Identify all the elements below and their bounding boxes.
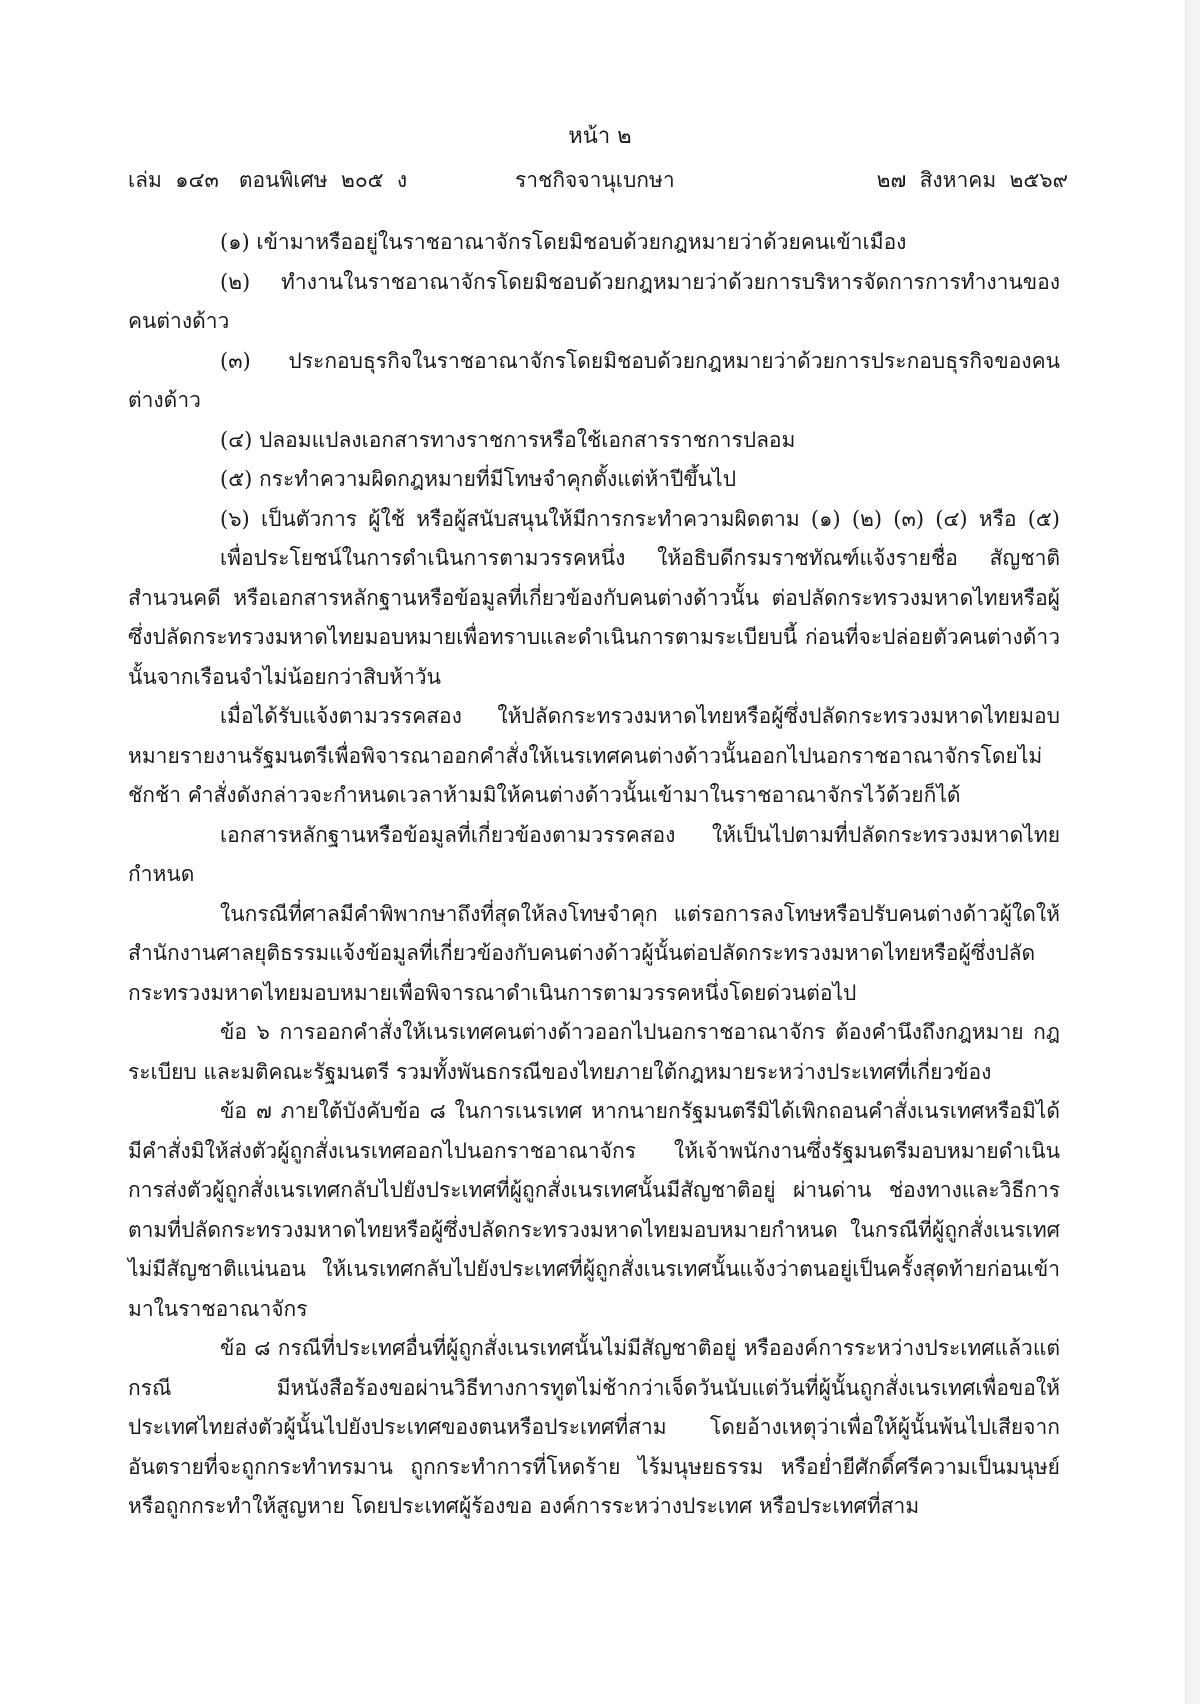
document-body	[128, 223, 1060, 1527]
paragraph-report: เมื่อได้รับแจ้งตามวรรคสอง ให้ปลัดกระทรวงมหาดไทยหรือผู้ซึ่งปลัดกระทรวงมหาดไทยมอบหมายรายงานรัฐมนตรีเพื่อพิจารณาออกคำสั่งให้เนรเทศคนต่างด้าวนั้นออกไปนอกราชอาณาจักรโดยไม่ชักช้า คำสั่งดังกล่าวจะกำหนดเวลาห้ามมิให้คนต่างด้าวนั้นเข้ามาในราชอาณาจักรไว้ด้วยก็ได้	[128, 704, 1060, 807]
article-8: ข้อ ๘ กรณีที่ประเทศอื่นที่ผู้ถูกสั่งเนรเทศนั้นไม่มีสัญชาติอยู่ หรือองค์การระหว่างประเทศแล้วแต่กรณี มีหนังสือร้องขอผ่านวิธีทางการทูตไม่ช้ากว่าเจ็ดวันนับแต่วันที่ผู้นั้นถูกสั่งเนรเทศเพื่อขอให้ประเทศไทยส่งตัวผู้นั้นไปยังประเทศของตนหรือประเทศที่สาม โดยอ้างเหตุว่าเพื่อให้ผู้นั้นพ้นไปเสียจากอันตรายที่จะถูกกระทำทรมาน ถูกกระทำการที่โหดร้าย ไร้มนุษยธรรม หรือย่ำยีศักดิ์ศรีความเป็นมนุษย์หรือถูกกระทำให้สูญหาย โดยประเทศผู้ร้องขอ องค์การระหว่างประเทศ หรือประเทศที่สาม	[128, 1336, 1060, 1518]
clause-item-6: (๖) เป็นตัวการ ผู้ใช้ หรือผู้สนับสนุนให้มีการกระทำความผิดตาม (๑) (๒) (๓) (๔) หรือ (๕)	[220, 506, 1060, 531]
clause-item-3: (๓) ประกอบธุรกิจในราชอาณาจักรโดยมิชอบด้วยกฎหมายว่าด้วยการประกอบธุรกิจของคนต่างด้าว	[128, 348, 1060, 412]
article-7: ข้อ ๗ ภายใต้บังคับข้อ ๘ ในการเนรเทศ หากนายกรัฐมนตรีมิได้เพิกถอนคำสั่งเนรเทศหรือมิได้มีคำสั่งมิให้ส่งตัวผู้ถูกสั่งเนรเทศออกไปนอกราชอาณาจักร ให้เจ้าพนักงานซึ่งรัฐมนตรีมอบหมายดำเนินการส่งตัวผู้ถูกสั่งเนรเทศกลับไปยังประเทศที่ผู้ถูกสั่งเนรเทศนั้นมีสัญชาติอยู่ ผ่านด่าน ช่องทางและวิธีการตามที่ปลัดกระทรวงมหาดไทยหรือผู้ซึ่งปลัดกระทรวงมหาดไทยมอบหมายกำหนด ในกรณีที่ผู้ถูกสั่งเนรเทศไม่มีสัญชาติแน่นอน ให้เนรเทศกลับไปยังประเทศที่ผู้ถูกสั่งเนรเทศนั้นแจ้งว่าตนอยู่เป็นครั้งสุดท้ายก่อนเข้ามาในราชอาณาจักร	[128, 1099, 1060, 1321]
paragraph-notification: เพื่อประโยชน์ในการดำเนินการตามวรรคหนึ่ง ให้อธิบดีกรมราชทัณฑ์แจ้งรายชื่อ สัญชาติ สำนวนคดี หรือเอกสารหลักฐานหรือข้อมูลที่เกี่ยวข้องกับคนต่างด้าวนั้น ต่อปลัดกระทรวงมหาดไทยหรือผู้ซึ่งปลัดกระทรวงมหาดไทยมอบหมายเพื่อทราบและดำเนินการตามระเบียบนี้ ก่อนที่จะปล่อยตัวคนต่างด้าวนั้นจากเรือนจำไม่น้อยกว่าสิบห้าวัน	[128, 546, 1060, 689]
publication-date: ๒๗ สิงหาคม ๒๕๖๙	[876, 168, 1068, 192]
clause-item-1: (๑) เข้ามาหรืออยู่ในราชอาณาจักรโดยมิชอบด้วยกฎหมายว่าด้วยคนเข้าเมือง	[220, 230, 907, 254]
clause-item-4: (๔) ปลอมแปลงเอกสารทางราชการหรือใช้เอกสารราชการปลอม	[220, 427, 796, 452]
article-6: ข้อ ๖ การออกคำสั่งให้เนรเทศคนต่างด้าวออกไปนอกราชอาณาจักร ต้องคำนึงถึงกฎหมาย กฎระเบียบ และมติคณะรัฐมนตรี รวมทั้งพันธกรณีของไทยภายใต้กฎหมายระหว่างประเทศที่เกี่ยวข้อง	[128, 1020, 1060, 1084]
clause-item-5: (๕) กระทำความผิดกฎหมายที่มีโทษจำคุกตั้งแต่ห้าปีขึ้นไป	[220, 467, 737, 491]
volume-issue: เล่ม ๑๔๓ ตอนพิเศษ ๒๐๕ ง	[128, 168, 408, 192]
gazette-name: ราชกิจจานุเบกษา	[515, 168, 675, 192]
page-number: หน้า ๒	[568, 124, 632, 149]
gazette-header	[128, 164, 1068, 196]
clause-item-2: (๒) ทำงานในราชอาณาจักรโดยมิชอบด้วยกฎหมายว่าด้วยการบริหารจัดการการทำงานของคนต่างด้าว	[128, 269, 1060, 333]
page-edge	[1185, 0, 1200, 1704]
paragraph-evidence: เอกสารหลักฐานหรือข้อมูลที่เกี่ยวข้องตามวรรคสอง ให้เป็นไปตามที่ปลัดกระทรวงมหาดไทยกำหนด	[128, 822, 1060, 886]
paragraph-court-judgment: ในกรณีที่ศาลมีคำพิพากษาถึงที่สุดให้ลงโทษจำคุก แต่รอการลงโทษหรือปรับคนต่างด้าวผู้ใดให้สำนักงานศาลยุติธรรมแจ้งข้อมูลที่เกี่ยวข้องกับคนต่างด้าวผู้นั้นต่อปลัดกระทรวงมหาดไทยหรือผู้ซึ่งปลัดกระทรวงมหาดไทยมอบหมายเพื่อพิจารณาดำเนินการตามวรรคหนึ่งโดยด่วนต่อไป	[128, 901, 1060, 1005]
